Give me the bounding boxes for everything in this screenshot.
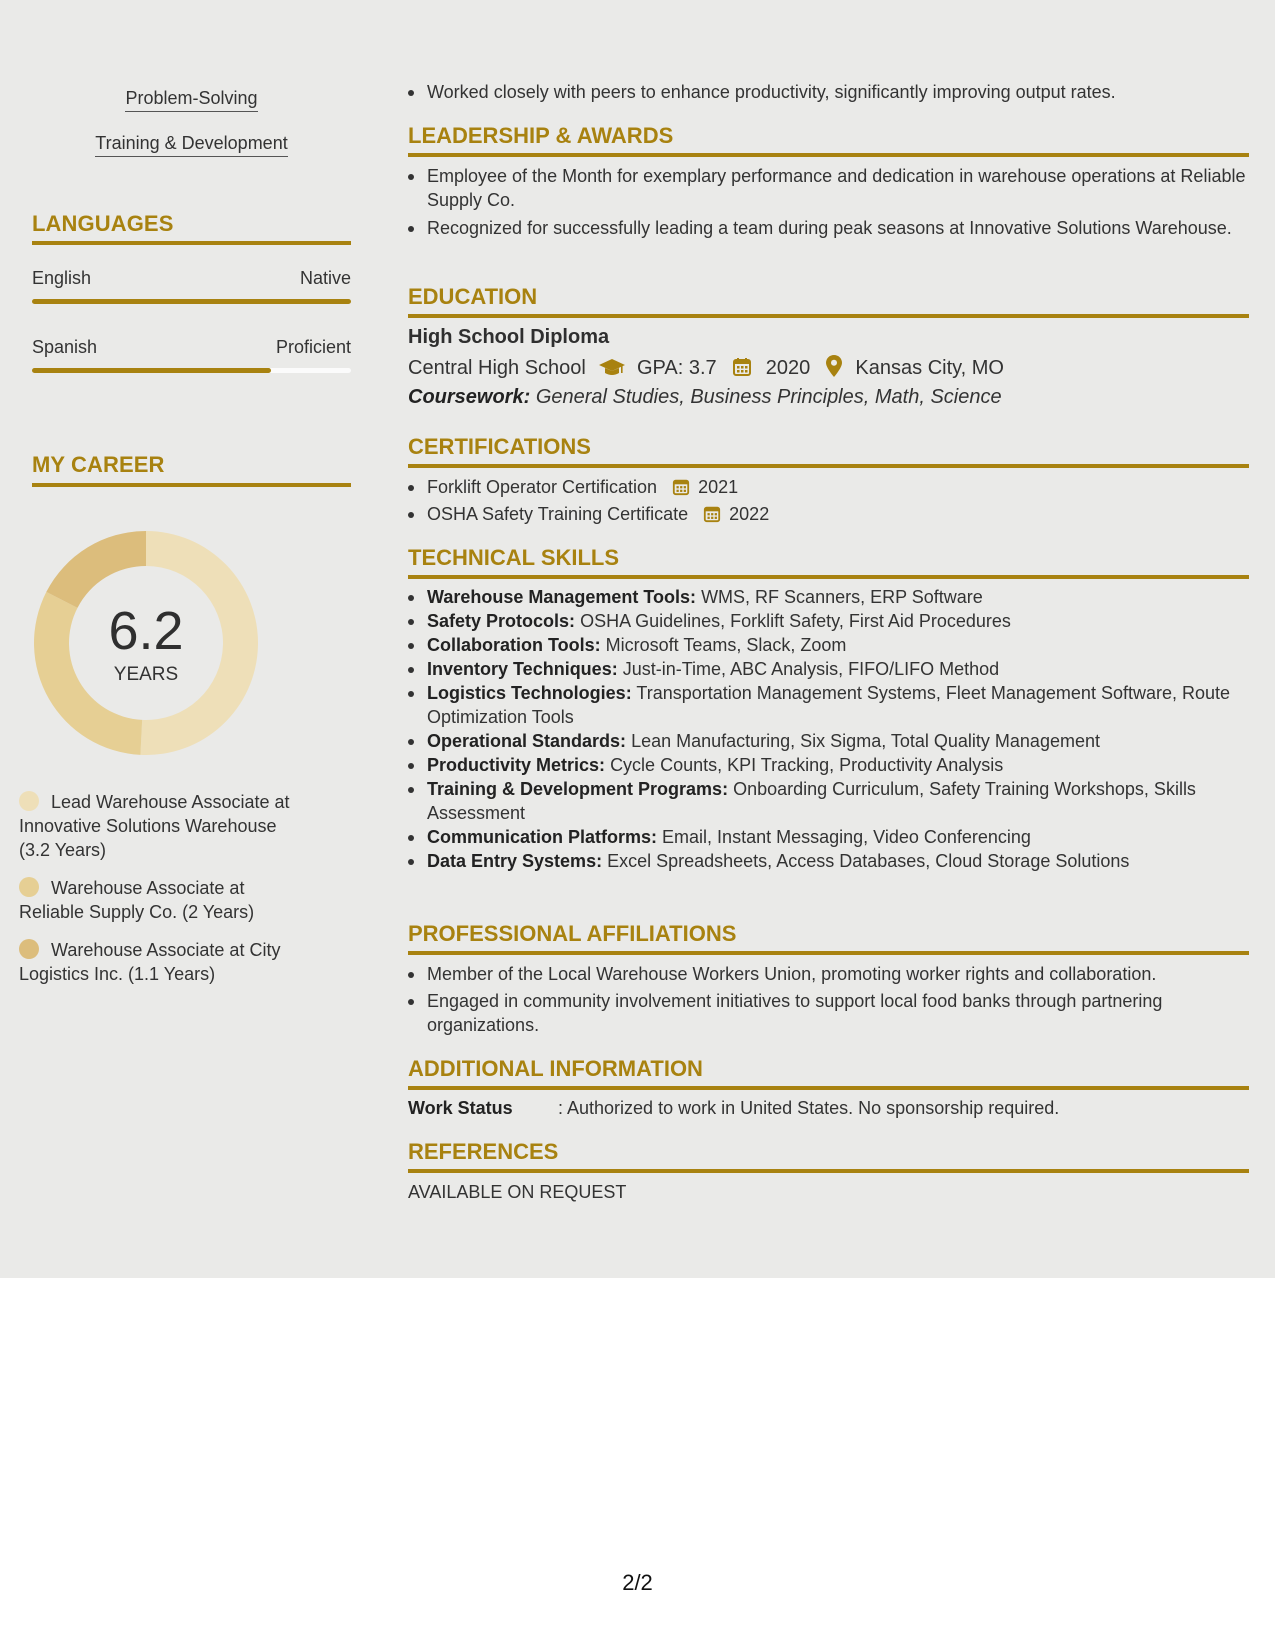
tech-skill-text: Lean Manufacturing, Six Sigma, Total Quality Management xyxy=(631,731,1100,751)
language-bar-fill xyxy=(32,368,271,373)
skill-tag-label: Problem-Solving xyxy=(125,88,257,112)
skill-tag-label: Training & Development xyxy=(95,133,287,157)
leadership-item: Employee of the Month for exemplary performance and dedication in warehouse operations at Reliable Supply Co. xyxy=(408,164,1249,212)
technical-skills-title: TECHNICAL SKILLS xyxy=(408,545,620,570)
experience-tail xyxy=(408,80,1249,104)
certification-item xyxy=(408,475,1249,499)
affiliations-title: PROFESSIONAL AFFILIATIONS xyxy=(408,921,737,946)
tech-skill-label: Logistics Technologies: xyxy=(427,683,632,703)
language-level: Native xyxy=(299,268,351,288)
tech-skill-label: Communication Platforms: xyxy=(427,827,658,847)
tech-skill-item xyxy=(408,585,1249,609)
affiliation-item: Engaged in community involvement initiatives to support local food banks through partnering organizations. xyxy=(408,989,1249,1037)
location-pin-icon xyxy=(826,355,842,377)
tech-skill-text: Excel Spreadsheets, Access Databases, Cloud Storage Solutions xyxy=(607,851,1130,871)
references-rule xyxy=(408,1169,1249,1173)
certification-year: 2021 xyxy=(698,477,739,497)
certifications-rule xyxy=(408,464,1249,468)
language-bar-fill xyxy=(32,299,351,304)
affiliation-item: Member of the Local Warehouse Workers Union, promoting worker rights and collaboration. xyxy=(408,962,1249,986)
tech-skill-label: Collaboration Tools: xyxy=(427,635,601,655)
tech-skill-item xyxy=(408,825,1249,849)
coursework-value: General Studies, Business Principles, Math, Science xyxy=(535,386,1002,408)
tech-skill-text: Onboarding Curriculum, Safety Training Workshops, Skills Assessment xyxy=(427,779,1196,823)
legend-label: Warehouse Associate at Reliable Supply Co. (2 Years) xyxy=(19,878,255,922)
coursework-label: Coursework: xyxy=(408,386,531,408)
affiliations-rule xyxy=(408,951,1249,955)
education-meta xyxy=(408,355,1249,380)
legend-dot xyxy=(19,791,39,811)
education-degree: High School Diploma xyxy=(408,326,610,348)
technical-skills-list xyxy=(408,585,1249,873)
tech-skill-item xyxy=(408,849,1249,873)
leadership-item: Recognized for successfully leading a team during peak seasons at Innovative Solutions Warehouse. xyxy=(408,216,1249,240)
certification-name: Forklift Operator Certification xyxy=(427,477,658,497)
certification-year: 2022 xyxy=(729,504,770,524)
tech-skill-label: Inventory Techniques: xyxy=(427,659,618,679)
tech-skill-label: Data Entry Systems: xyxy=(427,851,603,871)
education-rule xyxy=(408,314,1249,318)
career-total-unit: YEARS xyxy=(113,664,179,685)
legend-label: Lead Warehouse Associate at Innovative Solutions Warehouse (3.2 Years) xyxy=(19,792,290,860)
career-legend-item xyxy=(19,790,309,862)
leadership-list xyxy=(408,164,1249,240)
career-legend-item xyxy=(19,876,309,924)
tech-skill-text: Cycle Counts, KPI Tracking, Productivity Analysis xyxy=(610,755,1004,775)
tech-skill-item xyxy=(408,777,1249,825)
skill-tag xyxy=(32,88,351,112)
graduation-cap-icon xyxy=(599,357,625,377)
education-gpa: GPA: 3.7 xyxy=(637,357,717,379)
career-legend-item xyxy=(19,938,309,986)
legend-dot xyxy=(19,939,39,959)
career-rule xyxy=(32,483,351,487)
tech-skill-text: WMS, RF Scanners, ERP Software xyxy=(701,587,983,607)
tech-skill-text: OSHA Guidelines, Forklift Safety, First Aid Procedures xyxy=(580,611,1011,631)
language-name: English xyxy=(32,268,92,288)
certification-item xyxy=(408,502,1249,526)
affiliations-list xyxy=(408,962,1249,1037)
certification-name: OSHA Safety Training Certificate xyxy=(427,504,689,524)
languages-title: LANGUAGES xyxy=(32,211,174,236)
tech-skill-label: Productivity Metrics: xyxy=(427,755,606,775)
languages-rule xyxy=(32,241,351,245)
work-status-row xyxy=(408,1098,1249,1119)
tech-skill-text: Microsoft Teams, Slack, Zoom xyxy=(605,635,847,655)
additional-info-title: ADDITIONAL INFORMATION xyxy=(408,1056,703,1081)
tech-skill-text: Email, Instant Messaging, Video Conferencing xyxy=(662,827,1031,847)
calendar-icon xyxy=(672,478,690,496)
certifications-list xyxy=(408,475,1249,526)
language-name: Spanish xyxy=(32,337,98,357)
tech-skill-label: Operational Standards: xyxy=(427,731,627,751)
certifications-title: CERTIFICATIONS xyxy=(408,434,591,459)
career-title: MY CAREER xyxy=(32,452,165,477)
career-total-years: 6.2 xyxy=(108,601,184,661)
additional-info-rule xyxy=(408,1086,1249,1090)
education-location: Kansas City, MO xyxy=(855,357,1004,379)
career-donut-chart xyxy=(34,531,258,755)
tech-skill-text: Just-in-Time, ABC Analysis, FIFO/LIFO Method xyxy=(622,659,1000,679)
tech-skill-item xyxy=(408,633,1249,657)
calendar-icon xyxy=(732,357,752,377)
education-title: EDUCATION xyxy=(408,284,538,309)
tech-skill-item xyxy=(408,729,1249,753)
tech-skill-label: Safety Protocols: xyxy=(427,611,576,631)
references-title: REFERENCES xyxy=(408,1139,559,1164)
work-status-value: : Authorized to work in United States. No sponsorship required. xyxy=(558,1098,1060,1118)
tech-skill-label: Training & Development Programs: xyxy=(427,779,729,799)
skill-tag xyxy=(32,133,351,157)
experience-bullet: Worked closely with peers to enhance productivity, significantly improving output rates. xyxy=(408,80,1249,104)
tech-skill-item xyxy=(408,681,1249,729)
education-school: Central High School xyxy=(408,357,586,379)
page-number: 2/2 xyxy=(622,1570,653,1595)
tech-skill-item xyxy=(408,609,1249,633)
work-status-label: Work Status xyxy=(408,1098,513,1118)
tech-skill-text: Transportation Management Systems, Fleet Management Software, Route Optimization Tools xyxy=(427,683,1231,727)
tech-skill-label: Warehouse Management Tools: xyxy=(427,587,697,607)
calendar-icon xyxy=(703,505,721,523)
language-bar xyxy=(32,299,351,304)
legend-dot xyxy=(19,877,39,897)
education-year: 2020 xyxy=(765,357,811,379)
leadership-title: LEADERSHIP & AWARDS xyxy=(408,123,674,148)
leadership-rule xyxy=(408,153,1249,157)
education-coursework xyxy=(408,386,1249,409)
tech-skill-item xyxy=(408,753,1249,777)
tech-skill-item xyxy=(408,657,1249,681)
references-text: AVAILABLE ON REQUEST xyxy=(408,1182,627,1202)
language-level: Proficient xyxy=(275,337,351,357)
language-bar xyxy=(32,368,351,373)
technical-skills-rule xyxy=(408,575,1249,579)
legend-label: Warehouse Associate at City Logistics Inc. (1.1 Years) xyxy=(19,940,281,984)
